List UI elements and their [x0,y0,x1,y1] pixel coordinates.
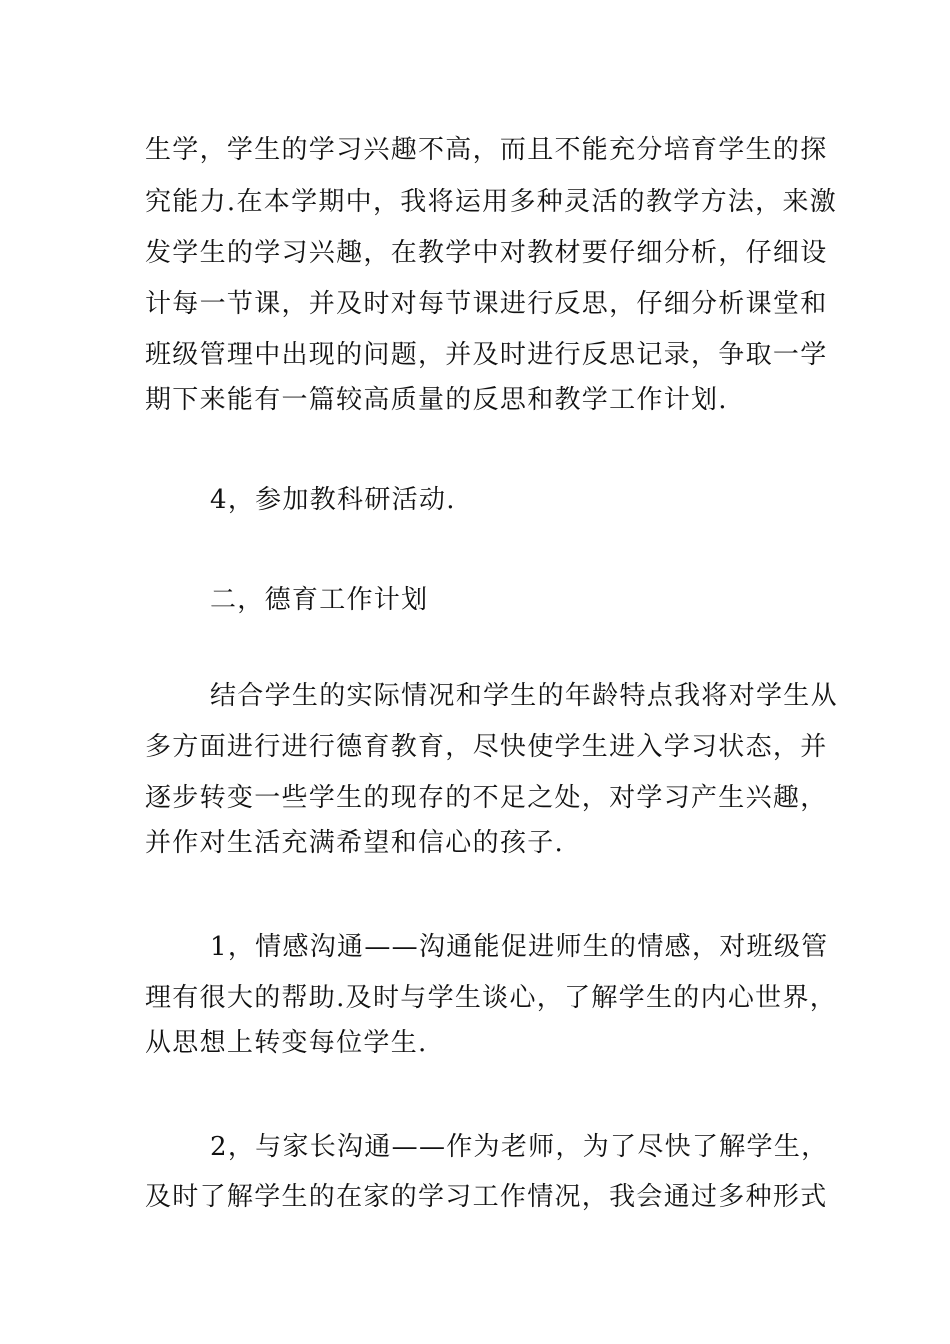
paragraph-1-line-4: 计每一节课，并及时对每节课进行反思，仔细分析课堂和 [145,289,828,319]
paragraph-1-line-6: 期下来能有一篇较高质量的反思和教学工作计划. [145,385,728,415]
section-heading: 二，德育工作计划 [210,585,429,615]
list-item-4: 4，参加教科研活动. [210,485,456,515]
paragraph-1-line-5: 班级管理中出现的问题，并及时进行反思记录，争取一学 [145,340,828,370]
paragraph-2-line-3: 逐步转变一些学生的现存的不足之处，对学习产生兴趣， [145,783,828,813]
paragraph-3-line-2: 理有很大的帮助.及时与学生谈心，了解学生的内心世界， [145,983,838,1013]
paragraph-2-line-4: 并作对生活充满希望和信心的孩子. [145,828,565,858]
paragraph-2-line-2: 多方面进行进行德育教育，尽快使学生进入学习状态，并 [145,732,828,762]
paragraph-2-line-1: 结合学生的实际情况和学生的年龄特点我将对学生从 [210,681,838,711]
paragraph-1-line-1: 生学，学生的学习兴趣不高，而且不能充分培育学生的探 [145,135,828,165]
paragraph-1-line-3: 发学生的学习兴趣，在教学中对教材要仔细分析，仔细设 [145,238,828,268]
paragraph-4-line-2: 及时了解学生的在家的学习工作情况，我会通过多种形式 [145,1182,828,1212]
paragraph-3-line-1: 1，情感沟通——沟通能促进师生的情感，对班级管 [210,932,829,962]
paragraph-3-line-3: 从思想上转变每位学生. [145,1028,428,1058]
paragraph-1-line-2: 究能力.在本学期中，我将运用多种灵活的教学方法，来激 [145,187,838,217]
paragraph-4-line-1: 2，与家长沟通——作为老师，为了尽快了解学生， [210,1132,829,1162]
